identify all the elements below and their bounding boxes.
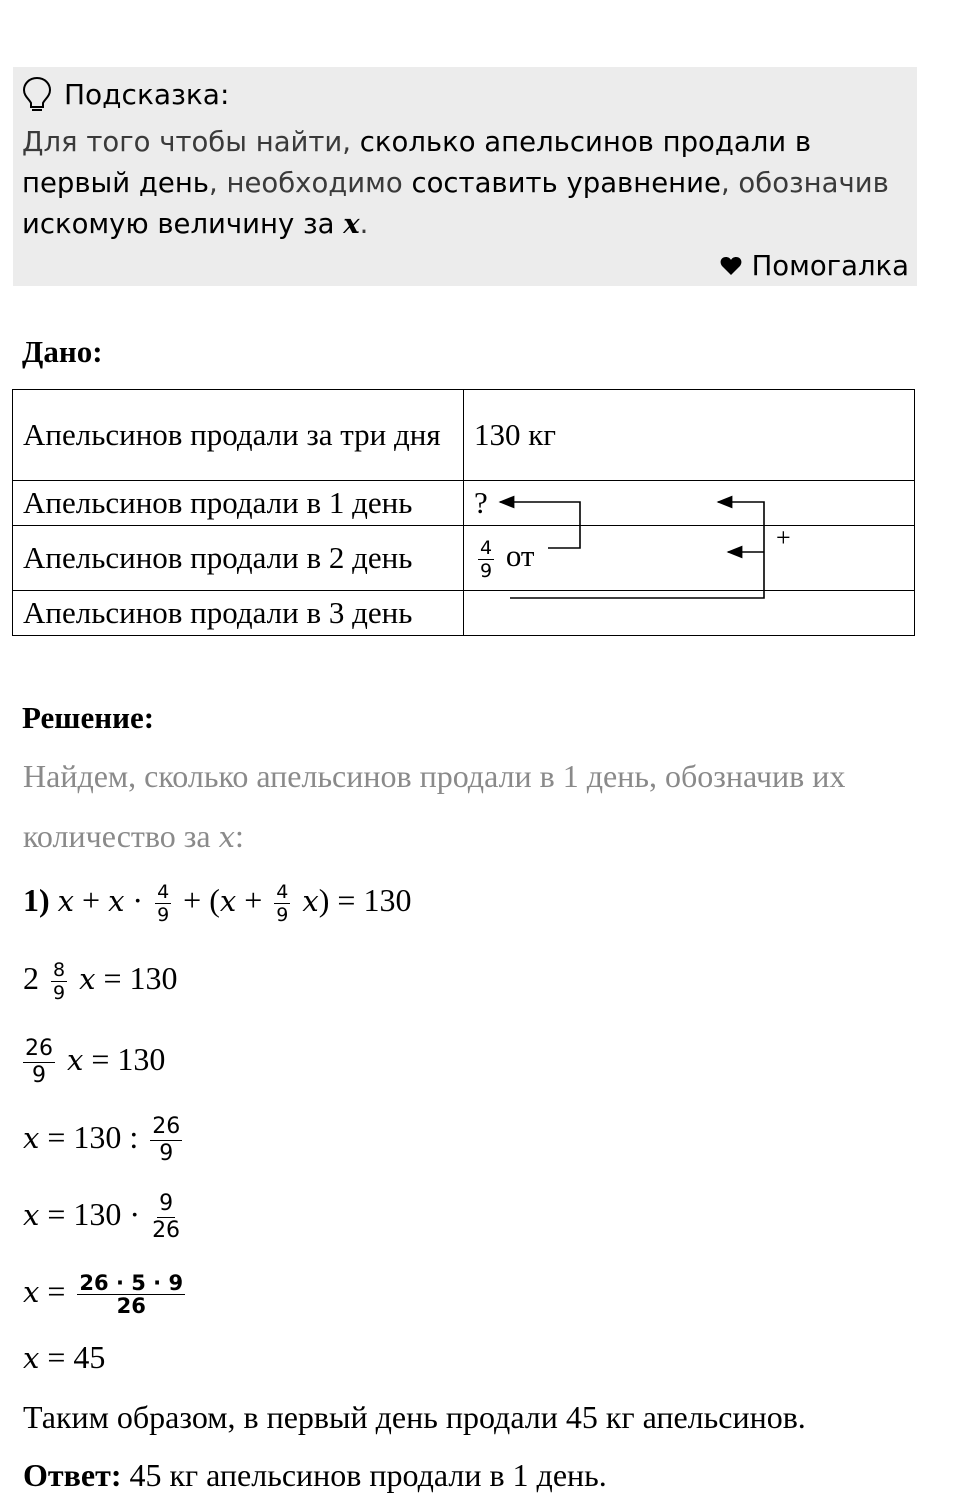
fraction-denominator: 9	[32, 1063, 46, 1088]
intro-text: :	[234, 818, 244, 854]
hint-text-part: , необходимо	[209, 167, 412, 199]
hint-title	[22, 76, 229, 114]
fraction-denominator: 9	[159, 1141, 174, 1166]
fraction	[155, 881, 171, 926]
intro-variable: x	[218, 820, 235, 854]
hint-text	[22, 122, 912, 245]
table-row	[13, 390, 915, 481]
fraction-denominator: 9	[53, 982, 66, 1005]
operator: + (	[183, 882, 220, 918]
lightbulb-icon	[22, 76, 52, 114]
variable: x	[23, 1120, 40, 1155]
solution-intro: Найдем, сколько апельсинов продали в 1 день, обозначив их	[23, 758, 846, 794]
table-row	[13, 526, 915, 591]
fraction-denominator: 26	[152, 1218, 181, 1243]
answer	[23, 1455, 607, 1495]
fraction-denominator: 9	[276, 904, 289, 927]
operator: +	[82, 882, 101, 918]
fraction	[23, 1036, 55, 1089]
row-label: Апельсинов продали за три дня	[13, 390, 464, 481]
equation-2	[23, 958, 178, 1004]
operator: = 130	[91, 1040, 166, 1077]
equation-4	[23, 1114, 186, 1167]
variable: x	[108, 884, 125, 918]
heart-icon	[720, 256, 742, 276]
fraction-numerator: 4	[276, 881, 289, 904]
equation-7	[23, 1337, 105, 1378]
row-value: 130 кг	[464, 390, 915, 481]
hint-text-part: .	[359, 208, 369, 240]
whole-part: 2	[23, 960, 39, 996]
fraction	[150, 1114, 182, 1167]
fraction-numerator: 9	[159, 1191, 174, 1216]
equation-5	[23, 1191, 184, 1244]
operator: = 130 :	[47, 1118, 139, 1155]
variable: x	[67, 1042, 84, 1077]
row-label: Апельсинов продали в 3 день	[13, 591, 464, 636]
fraction-numerator: 26	[152, 1114, 181, 1139]
row-value-text: от	[505, 538, 535, 574]
fraction-numerator: 4	[480, 536, 493, 559]
variable: x	[23, 1275, 40, 1309]
variable: x	[219, 884, 237, 918]
hint-text-part: , обозначив	[720, 167, 889, 199]
equation-3	[23, 1036, 165, 1089]
equation-1	[23, 880, 411, 926]
fraction-numerator: 8	[53, 959, 66, 982]
row-value: ?	[464, 481, 915, 526]
intro-text: количество за	[23, 818, 219, 854]
row-value	[464, 591, 915, 636]
hint-credit	[720, 248, 909, 284]
operator: +	[244, 882, 263, 918]
hint-highlight: искомую величину за	[22, 208, 344, 240]
hint-variable: x	[343, 208, 360, 240]
solution-intro-2	[23, 816, 244, 857]
fraction-numerator: 26 · 5 · 9	[79, 1271, 184, 1296]
fraction-denominator: 26	[116, 1294, 146, 1319]
operator: =	[47, 1273, 66, 1309]
row-value	[464, 526, 915, 591]
operator: = 130 ·	[47, 1195, 141, 1232]
hint-highlight: сколько апельсинов продали в первый день	[22, 126, 812, 199]
hint-title-text: Подсказка:	[64, 78, 230, 111]
fraction	[152, 1191, 180, 1244]
answer-text: 45 кг апельсинов продали в 1 день.	[121, 1457, 607, 1493]
table-row	[13, 481, 915, 526]
row-label: Апельсинов продали в 2 день	[13, 526, 464, 591]
given-table	[12, 389, 915, 636]
hint-highlight: составить уравнение	[411, 167, 721, 199]
variable: x	[23, 1341, 40, 1375]
variable: x	[57, 884, 75, 918]
operator: ·	[132, 882, 144, 918]
fraction-denominator: 9	[157, 904, 170, 927]
table-row	[13, 591, 915, 636]
equation-6	[23, 1271, 189, 1317]
variable: x	[79, 962, 96, 996]
variable: x	[23, 1197, 40, 1232]
row-label: Апельсинов продали в 1 день	[13, 481, 464, 526]
step-label: 1)	[23, 882, 50, 918]
fraction-numerator: 26	[25, 1036, 53, 1061]
fraction-numerator: 4	[157, 881, 170, 904]
fraction-denominator: 9	[480, 559, 493, 582]
fraction	[51, 959, 67, 1004]
solution-heading: Решение:	[22, 700, 155, 735]
hint-credit-text: Помогалка	[751, 250, 909, 282]
operator: = 130	[103, 960, 178, 996]
variable: x	[302, 884, 319, 918]
answer-label: Ответ:	[23, 1457, 122, 1493]
fraction	[77, 1272, 185, 1317]
conclusion: Таким образом, в первый день продали 45 кг апельсинов.	[23, 1399, 806, 1435]
fraction	[274, 881, 290, 926]
fraction	[478, 537, 494, 582]
operator: = 45	[47, 1339, 106, 1375]
plus-sign: +	[776, 523, 791, 552]
operator: ) = 130	[318, 882, 412, 918]
given-heading: Дано:	[22, 334, 103, 369]
hint-text-part: Для того чтобы найти,	[22, 126, 360, 158]
